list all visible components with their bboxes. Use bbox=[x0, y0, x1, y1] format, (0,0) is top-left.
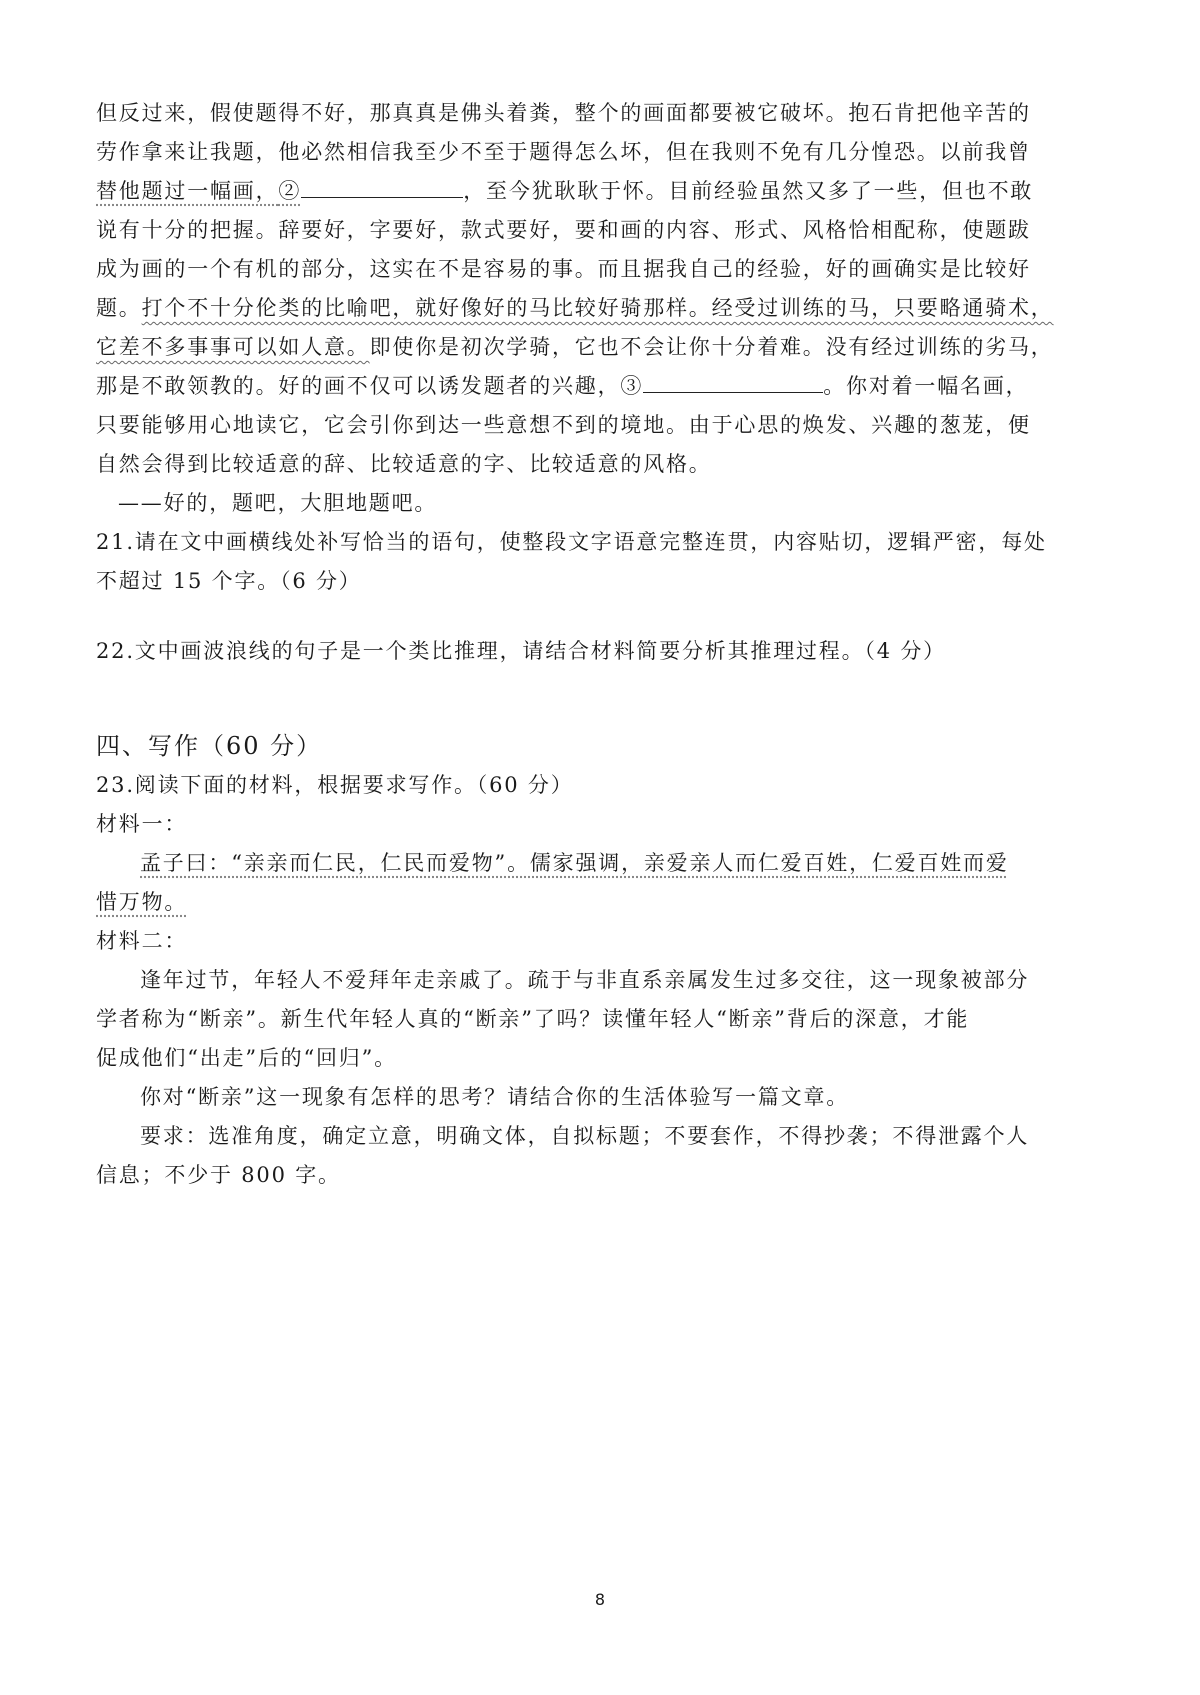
blank-marker: ② bbox=[278, 179, 302, 203]
material-2-text: 促成他们“出走”后的“回归”。 bbox=[96, 1046, 397, 1070]
passage-closing-line: ——好的，题吧，大胆地题吧。 bbox=[118, 491, 438, 515]
passage-text: 即使你是初次学骑，它也不会让你十分着难。没有经过训练的劣马， bbox=[369, 335, 1054, 359]
passage-line: 成为画的一个有机的部分，这实在不是容易的事。而且据我自己的经验，好的画确实是比较好 bbox=[96, 257, 1031, 281]
material-1-text bbox=[96, 845, 1106, 881]
passage-line bbox=[96, 329, 1106, 365]
question-22: 22.文中画波浪线的句子是一个类比推理，请结合材料简要分析其推理过程。（4 分） bbox=[96, 639, 946, 663]
blank-marker: ③ bbox=[620, 374, 644, 398]
material-text: 孟子曰：“亲亲而仁民，仁民而爱物”。儒家强调，亲爱亲人而仁爱百姓，仁爱百姓而爱 bbox=[140, 851, 1009, 875]
passage-line bbox=[96, 368, 1106, 404]
passage-text: ，至今犹耿耿于怀。目前经验虽然又多了一些，但也不敢 bbox=[463, 179, 1034, 203]
passage-text: 那是不敢领教的。好的画不仅可以诱发题者的兴趣， bbox=[96, 374, 621, 398]
writing-requirements: 要求：选准角度，确定立意，明确文体，自拟标题；不要套作，不得抄袭；不得泄露个人 bbox=[140, 1124, 1030, 1148]
material-1-label: 材料一： bbox=[96, 812, 188, 836]
material-1-text bbox=[96, 884, 1106, 920]
passage-line: 只要能够用心地读它，它会引你到达一些意想不到的境地。由于心思的焕发、兴趣的葱茏，便 bbox=[96, 413, 1031, 437]
fill-blank-3[interactable] bbox=[643, 370, 823, 393]
passage-text: 替他题过一幅画， bbox=[96, 179, 279, 203]
passage-line: 说有十分的把握。辞要好，字要好，款式要好，要和画的内容、形式、风格恰相配称，使题跋 bbox=[96, 218, 1031, 242]
material-2-label: 材料二： bbox=[96, 929, 188, 953]
passage-text: 。你对着一幅名画， bbox=[823, 374, 1029, 398]
section-heading: 四、写作（60 分） bbox=[96, 732, 323, 760]
material-text: 惜万物。 bbox=[96, 890, 188, 914]
passage-line: 但反过来，假使题得不好，那真真是佛头着粪，整个的画面都要被它破坏。抱石肯把他辛苦的 bbox=[96, 101, 1031, 125]
writing-requirements: 信息；不少于 800 字。 bbox=[96, 1163, 341, 1187]
writing-prompt: 你对“断亲”这一现象有怎样的思考？请结合你的生活体验写一篇文章。 bbox=[140, 1085, 850, 1109]
passage-line: 劳作拿来让我题，他必然相信我至少不至于题得怎么坏，但在我则不免有几分惶恐。以前我曾 bbox=[96, 140, 1031, 164]
wavy-underlined-sentence: 打个不十分伦类的比喻吧，就好像好的马比较好骑那样。经受过训练的马，只要略通骑术， bbox=[141, 296, 1054, 320]
page-number: 8 bbox=[594, 1590, 606, 1609]
material-2-text: 逢年过节，年轻人不爱拜年走亲戚了。疏于与非直系亲属发生过多交往，这一现象被部分 bbox=[140, 968, 1030, 992]
question-21: 不超过 15 个字。（6 分） bbox=[96, 569, 362, 593]
wavy-underlined-sentence: 它差不多事事可以如人意。 bbox=[96, 335, 370, 359]
passage-line bbox=[96, 173, 1106, 209]
passage-line bbox=[96, 290, 1106, 326]
passage-text: 题。 bbox=[96, 296, 142, 320]
passage-line: 自然会得到比较适意的辞、比较适意的字、比较适意的风格。 bbox=[96, 452, 712, 476]
material-2-text: 学者称为“断亲”。新生代年轻人真的“断亲”了吗？读懂年轻人“断亲”背后的深意，才能 bbox=[96, 1007, 970, 1031]
question-21: 21.请在文中画横线处补写恰当的语句，使整段文字语意完整连贯，内容贴切，逻辑严密，每处 bbox=[96, 530, 1047, 554]
question-23: 23.阅读下面的材料，根据要求写作。（60 分） bbox=[96, 773, 574, 797]
fill-blank-2[interactable] bbox=[301, 175, 463, 198]
